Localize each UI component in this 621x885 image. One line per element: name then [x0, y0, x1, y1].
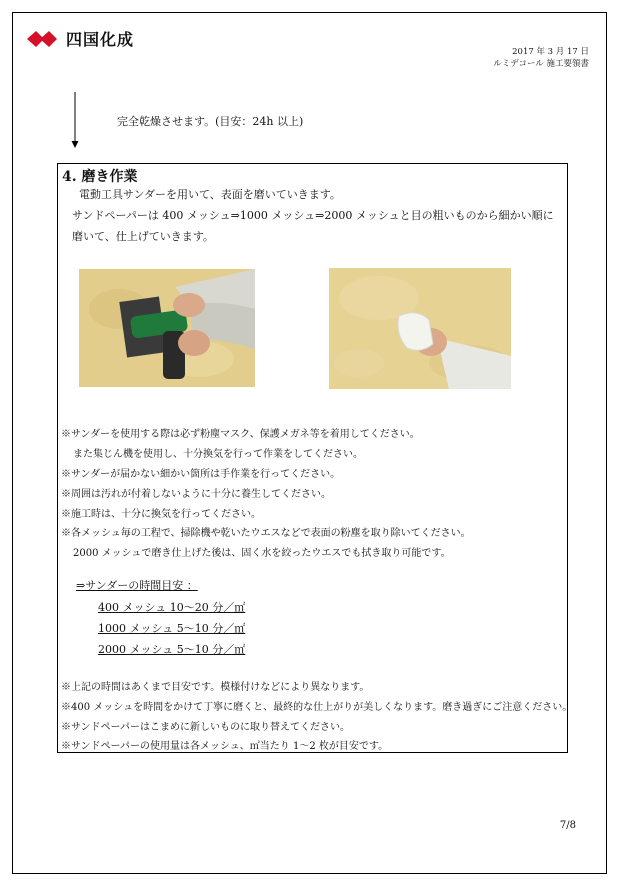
- caution-note: ※サンダーが届かない細かい箇所は手作業を行ってください。: [61, 469, 341, 480]
- sander-photo: [79, 269, 255, 387]
- document-date: 2017 年 3 月 17 日: [512, 47, 589, 57]
- caution-note: ※サンダーを使用する際は必ず粉塵マスク、保護メガネ等を着用してください。: [61, 429, 420, 440]
- caution-note: ※各メッシュ毎の工程で、掃除機や乾いたウエスなどで表面の粉塵を取り除いてください。: [61, 528, 471, 539]
- caution-note: また集じん機を使用し、十分換気を行って作業をしてください。: [73, 449, 363, 460]
- intro-line: 磨いて、仕上げていきます。: [72, 230, 214, 243]
- section-title: 4. 磨き作業: [62, 169, 138, 185]
- caution-note: ※施工時は、十分に換気を行ってください。: [61, 509, 261, 520]
- time-guide-row: 2000 メッシュ 5〜10 分／㎡: [98, 643, 246, 656]
- footer-note: ※サンドペーパーの使用量は各メッシュ、㎡当たり 1〜2 枚が目安です。: [61, 741, 389, 752]
- time-guide-heading: ⇒サンダーの時間目安 ：: [76, 579, 198, 592]
- document-title: ルミデコール 施工要領書: [493, 59, 589, 69]
- footer-note: ※400 メッシュを時間をかけて丁寧に磨くと、最終的な仕上がりが美しくなります。磨き過ぎにご注意ください。: [61, 702, 573, 713]
- cloth-wipe-photo: [329, 268, 511, 389]
- intro-line: サンドペーパーは 400 メッシュ⇒1000 メッシュ⇒2000 メッシュと目の粗いものから細かい順に: [72, 209, 554, 222]
- caution-note: ※周囲は汚れが付着しないように十分に養生してください。: [61, 489, 331, 500]
- down-arrow-icon: [70, 92, 80, 148]
- page-number: 7/8: [559, 820, 576, 831]
- intro-line: 電動工具サンダーを用いて、表面を磨いていきます。: [79, 188, 341, 201]
- caution-note: 2000 メッシュで磨き仕上げた後は、固く水を絞ったウエスでも拭き取り可能です。: [73, 548, 451, 559]
- company-logo: [27, 27, 134, 50]
- logo-mark-icon: [27, 31, 61, 47]
- time-guide-row: 1000 メッシュ 5〜10 分／㎡: [98, 622, 246, 635]
- previous-step-text: 完全乾燥させます。(目安：24h 以上): [117, 115, 304, 128]
- logo-text: 四国化成: [66, 30, 135, 49]
- footer-note: ※サンドペーパーはこまめに新しいものに取り替えてください。: [61, 722, 350, 733]
- time-guide-row: 400 メッシュ 10〜20 分／㎡: [98, 601, 246, 614]
- footer-note: ※上記の時間はあくまで目安です。模様付けなどにより異なります。: [61, 682, 370, 693]
- document-header: [493, 46, 589, 70]
